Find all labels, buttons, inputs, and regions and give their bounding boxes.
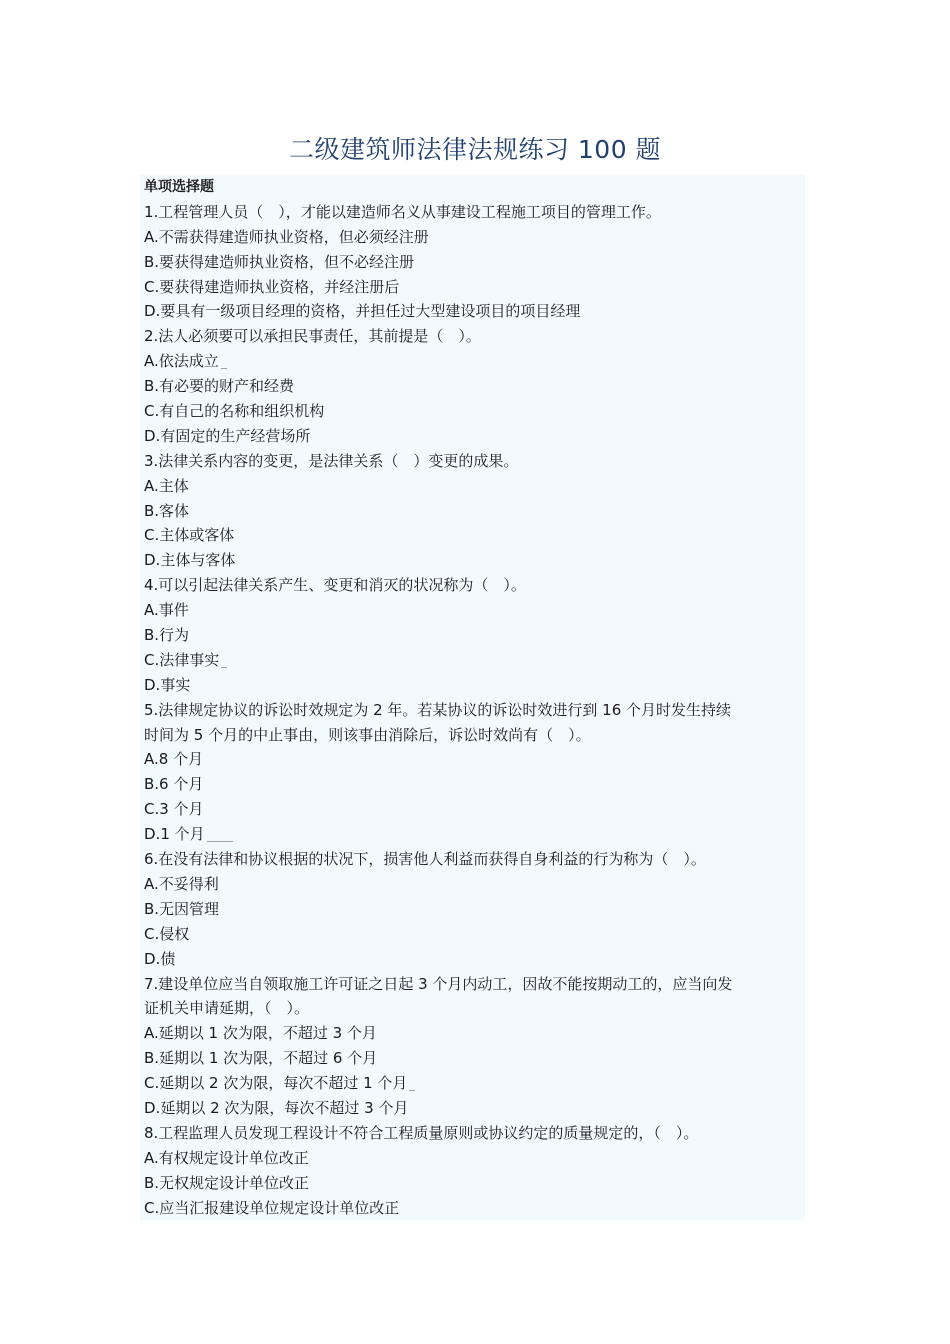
question-4-option-a: A.事件 [144, 601, 189, 620]
question-7-option-b: B.延期以 1 次为限，不超过 6 个月 [144, 1049, 378, 1068]
question-8-option-b: B.无权规定设计单位改正 [144, 1173, 310, 1192]
question-1-option-d: D.要具有一级项目经理的资格，并担任过大型建设项目的项目经理 [144, 302, 581, 321]
question-8-option-c: C.应当汇报建设单位规定设计单位改正 [144, 1198, 400, 1217]
question-1-option-b: B.要获得建造师执业资格，但不必经注册 [144, 252, 415, 271]
option-text: A.依法成立 [144, 352, 219, 371]
question-1-option-c: C.要获得建造师执业资格，并经注册后 [144, 277, 400, 296]
question-2-option-b: B.有必要的财产和经费 [144, 377, 295, 396]
question-3-option-b: B.客体 [144, 501, 190, 520]
question-7-option-d: D.延期以 2 次为限，每次不超过 3 个月 [144, 1098, 409, 1117]
question-5-option-c: C.3 个月 [144, 800, 204, 819]
option-text: C.延期以 2 次为限，每次不超过 1 个月 [144, 1074, 408, 1093]
option-text: D.1 个月 [144, 825, 205, 844]
question-2-stem: 2.法人必须要可以承担民事责任，其前提是（ ）。 [144, 327, 481, 346]
question-1-stem: 1.工程管理人员（ ），才能以建造师名义从事建设工程施工项目的管理工作。 [144, 202, 661, 221]
question-5-option-b: B.6 个月 [144, 775, 204, 794]
question-6-option-b: B.无因管理 [144, 899, 220, 918]
question-2-option-a [144, 349, 804, 374]
question-6-option-d: D.债 [144, 949, 176, 968]
question-7-option-c [144, 1071, 804, 1096]
question-2-option-c: C.有自己的名称和组织机构 [144, 402, 325, 421]
question-4-option-d: D.事实 [144, 675, 191, 694]
question-4-stem: 4.可以引起法律关系产生、变更和消灭的状况称为（ ）。 [144, 576, 526, 595]
document-title: 二级建筑师法律法规练习 100 题 [288, 135, 662, 164]
answer-mark [221, 367, 227, 369]
question-list [144, 175, 804, 1220]
question-6-stem: 6.在没有法律和协议根据的状况下，损害他人利益而获得自身利益的行为称为（ ）。 [144, 850, 706, 869]
question-8-stem: 8.工程监理人员发现工程设计不符合工程质量原则或协议约定的质量规定的，（ ）。 [144, 1123, 699, 1142]
question-7-stem-line-2: 证机关申请延期，（ ）。 [144, 999, 310, 1018]
option-text: C.法律事实 [144, 650, 220, 669]
question-8-option-a: A.有权规定设计单位改正 [144, 1148, 309, 1167]
question-3-stem: 3.法律关系内容的变更，是法律关系（ ）变更的成果。 [144, 451, 519, 470]
question-3-option-c: C.主体或客体 [144, 526, 235, 545]
answer-mark [409, 1089, 415, 1091]
question-5-stem-line-1: 5.法律规定协议的诉讼时效规定为 2 年。若某协议的诉讼时效进行到 16 个月时发生持续 [144, 700, 732, 719]
question-6-option-a: A.不妥得利 [144, 874, 219, 893]
question-5-option-d [144, 822, 804, 847]
section-heading: 单项选择题 [144, 179, 214, 195]
question-4-option-c [144, 648, 804, 673]
question-3-option-a: A.主体 [144, 476, 189, 495]
question-7-option-a: A.延期以 1 次为限，不超过 3 个月 [144, 1024, 377, 1043]
question-3-option-d: D.主体与客体 [144, 551, 236, 570]
question-1-option-a: A.不需获得建造师执业资格，但必须经注册 [144, 227, 429, 246]
question-5-option-a: A.8 个月 [144, 750, 204, 769]
answer-mark [207, 840, 233, 842]
question-6-option-c: C.侵权 [144, 924, 190, 943]
question-7-stem-line-1: 7.建设单位应当自领取施工许可证之日起 3 个月内动工，因故不能按期动工的，应当向发 [144, 974, 733, 993]
question-4-option-b: B.行为 [144, 626, 190, 645]
question-2-option-d: D.有固定的生产经营场所 [144, 426, 311, 445]
answer-mark [221, 666, 227, 668]
question-5-stem-line-2: 时间为 5 个月的中止事由，则该事由消除后，诉讼时效尚有（ ）。 [144, 725, 591, 744]
